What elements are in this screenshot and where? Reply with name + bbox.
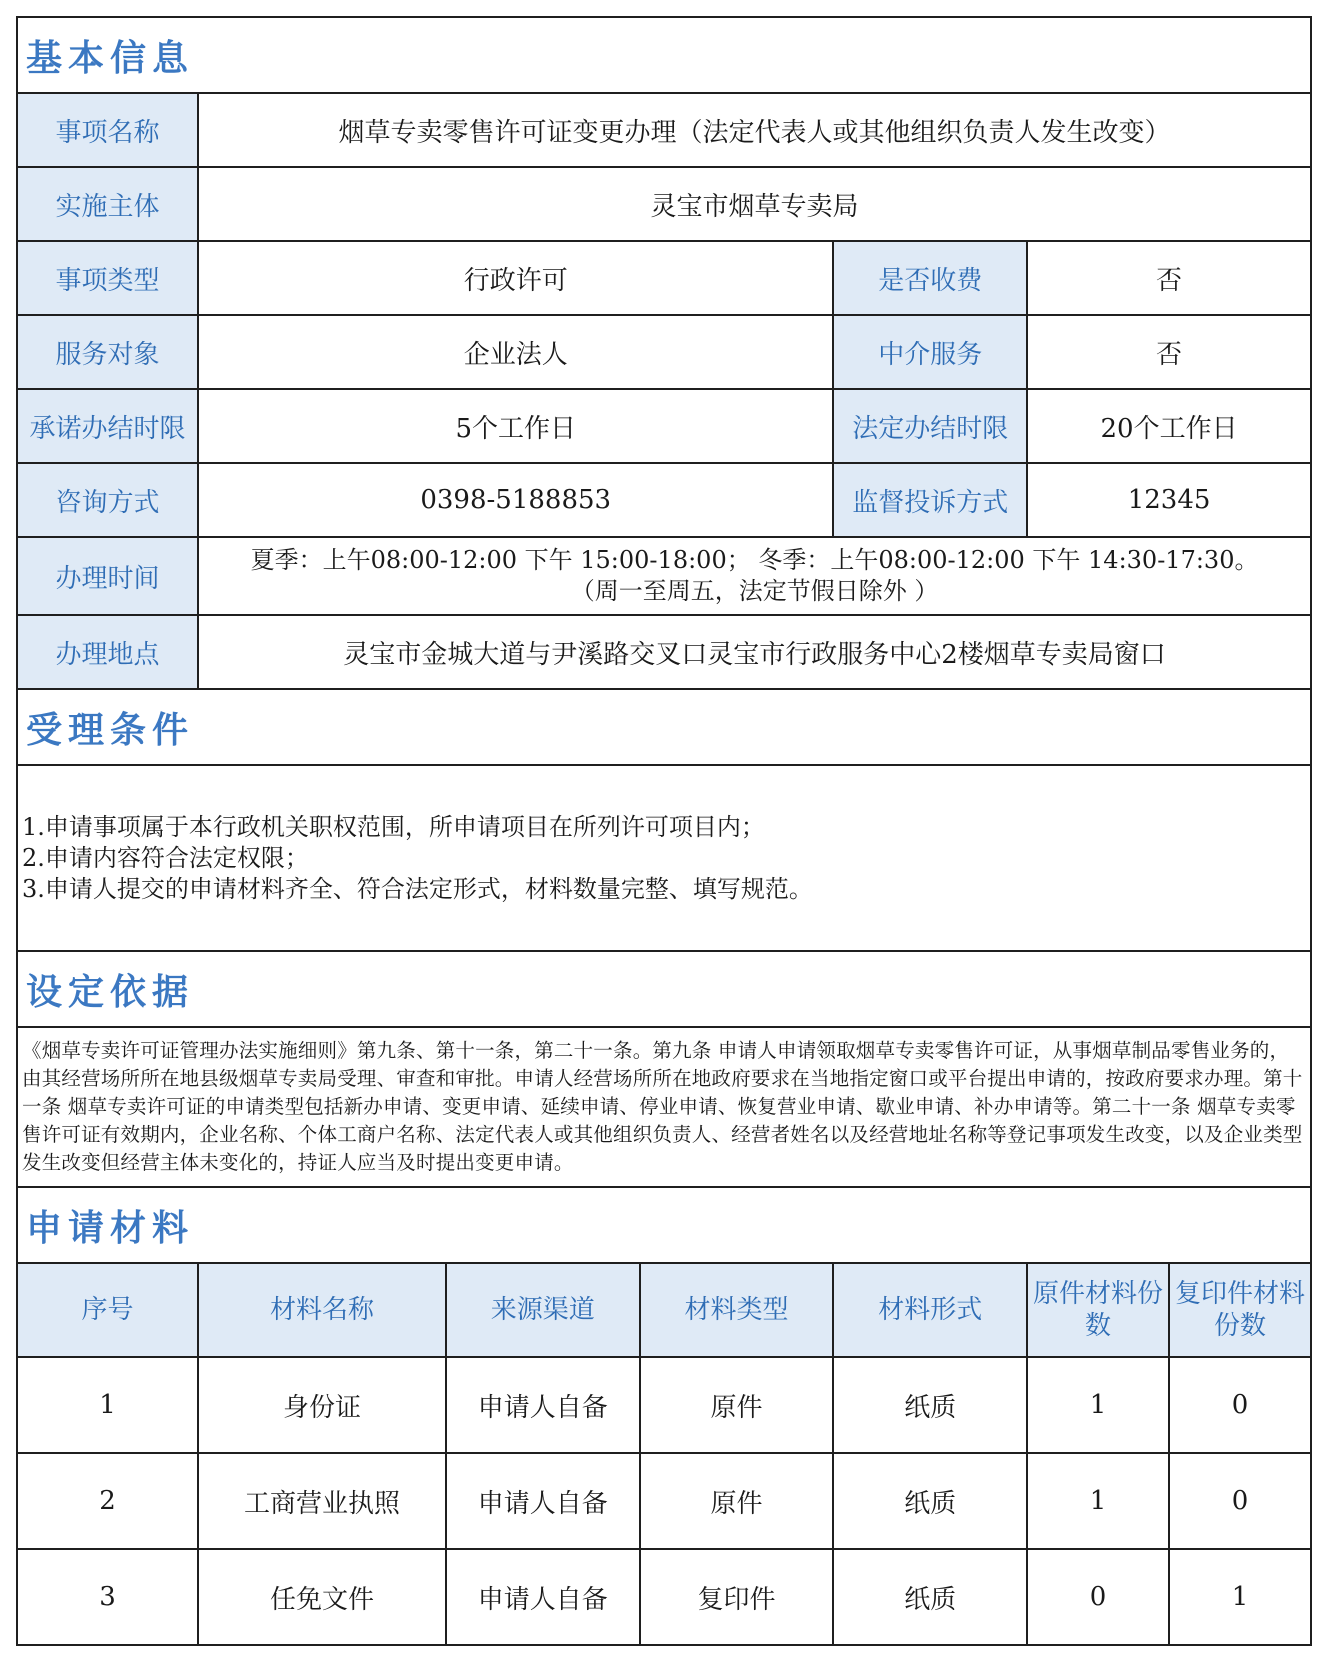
table-row [17,1357,1311,1453]
material-index: 3 [17,1549,198,1645]
conditions-text [17,765,1311,951]
material-form: 纸质 [833,1453,1027,1549]
material-name: 工商营业执照 [198,1453,446,1549]
material-index: 2 [17,1453,198,1549]
material-copy-count: 0 [1169,1357,1311,1453]
materials-header-type: 材料类型 [640,1263,834,1357]
material-name: 身份证 [198,1357,446,1453]
materials-header-original-count: 原件材料份数 [1027,1263,1169,1357]
material-copy-count: 0 [1169,1453,1311,1549]
fee-value: 否 [1027,241,1311,315]
table-row [17,1549,1311,1645]
complaint-value: 12345 [1027,463,1311,537]
section-title-materials: 申请材料 [17,1187,1311,1263]
hours-label: 办理时间 [17,537,198,615]
material-name: 任免文件 [198,1549,446,1645]
place-value: 灵宝市金城大道与尹溪路交叉口灵宝市行政服务中心2楼烟草专卖局窗口 [198,615,1311,689]
materials-header-source: 来源渠道 [446,1263,640,1357]
material-type: 原件 [640,1357,834,1453]
section-title-basic-info: 基本信息 [17,17,1311,93]
material-type: 原件 [640,1453,834,1549]
agency-label: 中介服务 [833,315,1027,389]
section-title-basis: 设定依据 [17,951,1311,1027]
table-row [17,1453,1311,1549]
legal-time-value: 20个工作日 [1027,389,1311,463]
subject-label: 实施主体 [17,167,198,241]
fee-label: 是否收费 [833,241,1027,315]
subject-value: 灵宝市烟草专卖局 [198,167,1311,241]
material-original-count: 0 [1027,1549,1169,1645]
materials-header-index: 序号 [17,1263,198,1357]
material-type: 复印件 [640,1549,834,1645]
material-source: 申请人自备 [446,1453,640,1549]
section-title-conditions: 受理条件 [17,689,1311,765]
material-index: 1 [17,1357,198,1453]
promise-time-label: 承诺办结时限 [17,389,198,463]
item-name-value: 烟草专卖零售许可证变更办理（法定代表人或其他组织负责人发生改变） [198,93,1311,167]
agency-value: 否 [1027,315,1311,389]
material-form: 纸质 [833,1549,1027,1645]
service-guide-sheet [16,16,1312,1646]
type-value: 行政许可 [198,241,833,315]
complaint-label: 监督投诉方式 [833,463,1027,537]
promise-time-value: 5个工作日 [198,389,833,463]
material-original-count: 1 [1027,1357,1169,1453]
service-guide-table [16,16,1312,1646]
hours-line-2: （周一至周五，法定节假日除外 ） [570,577,939,605]
target-value: 企业法人 [198,315,833,389]
basis-text: 《烟草专卖许可证管理办法实施细则》第九条、第十一条，第二十一条。第九条 申请人申请领取烟草专卖零售许可证，从事烟草制品零售业务的，由其经营场所所在地县级烟草专卖局受理、审查和审批。申请人经营场所所在地政府要求在当地指定窗口或平台提出申请的，按政府要求办理。第十一条 烟草专卖许可证的申请类型包括新办申请、变更申请、延续申请、停业申请、恢复营业申请、歇业申请、补办申请等。第二十一条 烟草专卖零售许可证有效期内，企业名称、个体工商户名称、法定代表人或其他组织负责人、经营者姓名以及经营地址名称等登记事项发生改变，以及企业类型发生改变但经营主体未变化的，持证人应当及时提出变更申请。 [17,1027,1311,1187]
place-label: 办理地点 [17,615,198,689]
legal-time-label: 法定办结时限 [833,389,1027,463]
hours-value [198,537,1311,615]
condition-item: 2.申请内容符合法定权限； [22,843,309,872]
material-source: 申请人自备 [446,1357,640,1453]
type-label: 事项类型 [17,241,198,315]
condition-item: 1.申请事项属于本行政机关职权范围，所申请项目在所列许可项目内； [22,812,765,841]
item-name-label: 事项名称 [17,93,198,167]
material-source: 申请人自备 [446,1549,640,1645]
consult-value: 0398-5188853 [198,463,833,537]
materials-header-name: 材料名称 [198,1263,446,1357]
condition-item: 3.申请人提交的申请材料齐全、符合法定形式，材料数量完整、填写规范。 [22,874,813,903]
target-label: 服务对象 [17,315,198,389]
material-original-count: 1 [1027,1453,1169,1549]
materials-header-form: 材料形式 [833,1263,1027,1357]
materials-header-copy-count: 复印件材料份数 [1169,1263,1311,1357]
material-copy-count: 1 [1169,1549,1311,1645]
material-form: 纸质 [833,1357,1027,1453]
consult-label: 咨询方式 [17,463,198,537]
hours-line-1: 夏季：上午08:00-12:00 下午 15:00-18:00； 冬季：上午08:00-12:00 下午 14:30-17:30。 [250,546,1259,574]
